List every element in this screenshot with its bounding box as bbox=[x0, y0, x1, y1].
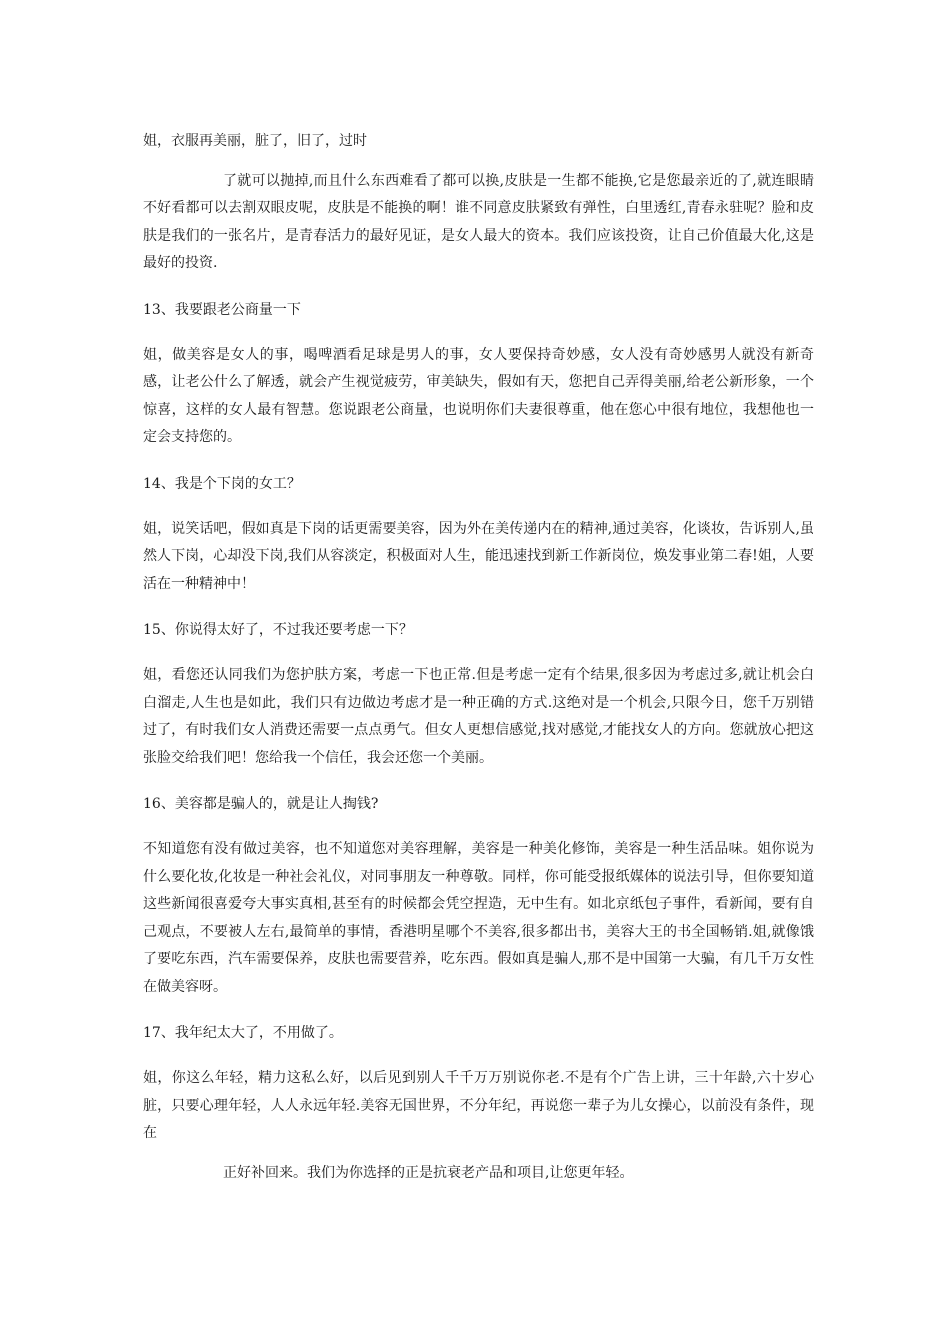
question-14: 14、我是个下岗的女工？ bbox=[143, 475, 301, 492]
question-16: 16、美容都是骗人的，就是让人掏钱? bbox=[143, 796, 379, 812]
answer-paragraph: 姐，衣服再美丽，脏了，旧了，过时 bbox=[143, 133, 367, 149]
answer-13: 姐，做美容是女人的事，喝啤酒看足球是男人的事，女人要保持奇妙感，女人没有奇妙感男人就没有新奇感，让老公什么了解透，就会产生视觉疲劳，审美缺失，假如有天，您把自己弄得美丽,给老公新形象，一个惊喜，这样的女人最有智慧。您说跟老公商量，也说明你们夫妻很尊重，他在您心中很有地位，我想他也一定会支持您的。 bbox=[143, 346, 814, 445]
question-13: 13、我要跟老公商量一下 bbox=[143, 301, 301, 318]
answer-14: 姐，说笑话吧，假如真是下岗的话更需要美容，因为外在美传递内在的精神,通过美容，化谈妆，告诉别人,虽然人下岗，心却没下岗,我们从容淡定，积极面对人生，能迅速找到新工作新岗位，焕发事业第二春!姐，人要活在一种精神中！ bbox=[143, 520, 814, 592]
question-17: 17、我年纪太大了，不用做了。 bbox=[143, 1025, 343, 1041]
answer-paragraph-continued: 了就可以抛掉,而且什么东西难看了都可以换,皮肤是一生都不能换,它是您最亲近的了,就连眼睛不好看都可以去割双眼皮呢，皮肤是不能换的啊！谁不同意皮肤紧致有弹性，白里透红,青春永驻呢？脸和皮肤是我们的一张名片，是青春活力的最好见证，是女人最大的资本。我们应该投资，让自己价值最大化,这是最好的投资. bbox=[143, 172, 814, 271]
answer-15: 姐，看您还认同我们为您护肤方案，考虑一下也正常.但是考虑一定有个结果,很多因为考虑过多,就让机会白白溜走,人生也是如此，我们只有边做边考虑才是一种正确的方式.这绝对是一个机会,只限今日，您千万别错过了，有时我们女人消费还需要一点点勇气。但女人更想信感觉,找对感觉,才能找女人的方向。您就放心把这张脸交给我们吧！您给我一个信任，我会还您一个美丽。 bbox=[143, 667, 814, 766]
question-15: 15、你说得太好了，不过我还要考虑一下？ bbox=[143, 622, 413, 638]
answer-17-continued: 正好补回来。我们为你选择的正是抗衰老产品和项目,让您更年轻。 bbox=[223, 1164, 634, 1181]
answer-16: 不知道您有没有做过美容，也不知道您对美容理解，美容是一种美化修饰，美容是一种生活品味。姐你说为什么要化妆,化妆是一种社会礼仪，对同事朋友一种尊敬。同样，你可能受报纸媒体的说法引导，但你要知道这些新闻很喜爱夸大事实真相,甚至有的时候都会凭空捏造，无中生有。如北京纸包子事件，看新闻，要有自己观点，不要被人左右,最简单的事情，香港明星哪个不美容,很多都出书，美容大王的书全国畅销.姐,就像饿了要吃东西，汽车需要保养，皮肤也需要营养，吃东西。假如真是骗人,那不是中国第一大骗，有几千万女性在做美容呀。 bbox=[143, 841, 814, 995]
answer-17: 姐，你这么年轻，精力这私么好，以后见到别人千千万万别说你老.不是有个广告上讲，三十年龄,六十岁心脏，只要心理年轻，人人永远年轻.美容无国世界，不分年纪，再说您一辈子为儿女操心，以前没有条件，现在 bbox=[143, 1070, 814, 1141]
